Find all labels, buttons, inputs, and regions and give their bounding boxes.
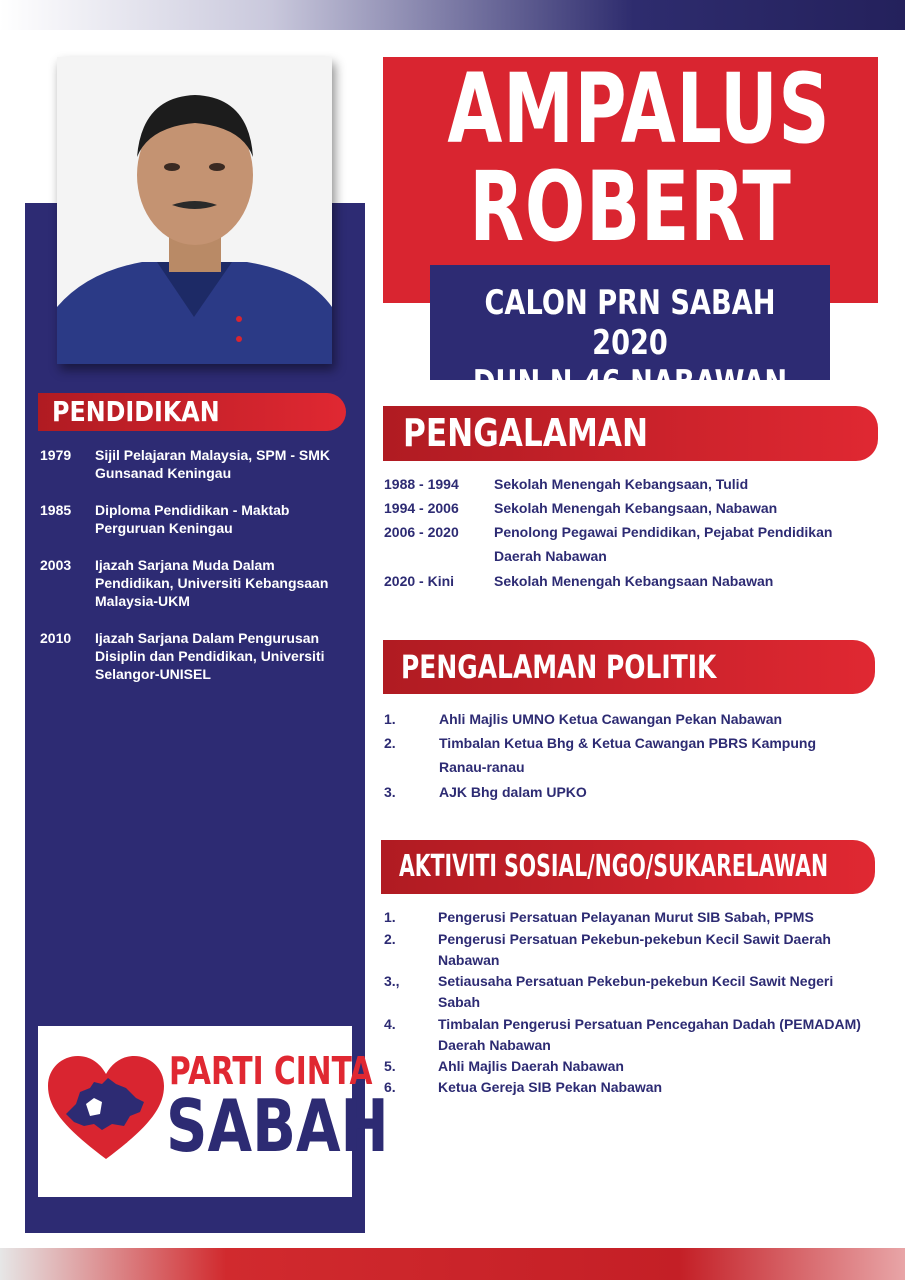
political-text: AJK Bhg dalam UPKO [439, 784, 587, 800]
education-year: 2010 [40, 630, 72, 646]
candidate-name [447, 53, 831, 263]
social-text: Ketua Gereja SIB Pekan Nabawan [438, 1079, 663, 1095]
social-number: 3., [384, 973, 400, 989]
education-text: Sijil Pelajaran Malaysia, SPM - SMK Gunsanad Keningau [95, 447, 330, 481]
experience-period: 1988 - 1994 [384, 476, 459, 492]
political-text: Timbalan Ketua Bhg & Ketua Cawangan PBRS Kampung Ranau-ranau [439, 735, 817, 775]
education-year: 1985 [40, 502, 72, 518]
education-text: Diploma Pendidikan - Maktab Perguruan Keningau [95, 502, 290, 536]
social-number: 4. [384, 1016, 396, 1032]
social-text: Setiausaha Persatuan Pekebun-pekebun Kecil Sawit Negeri Sabah [438, 973, 834, 1010]
experience-text: Sekolah Menengah Kebangsaan, Nabawan [494, 500, 778, 516]
candidate-name-line2: ROBERT [469, 151, 792, 263]
education-heading: PENDIDIKAN [38, 393, 346, 431]
experience-text: Penolong Pegawai Pendidikan, Pejabat Pendidikan Daerah Nabawan [494, 524, 833, 564]
heart-map-icon [46, 1054, 166, 1164]
bottom-gradient-bar [0, 1248, 905, 1280]
candidate-photo [57, 57, 332, 364]
candidate-name-line1: AMPALUS [447, 53, 831, 165]
candidacy-banner [430, 265, 830, 403]
education-year: 2003 [40, 557, 72, 573]
political-number: 3. [384, 784, 396, 800]
experience-period: 2020 - Kini [384, 573, 455, 589]
experience-text: Sekolah Menengah Kebangsaan, Tulid [494, 476, 749, 492]
political-heading: PENGALAMAN POLITIK [383, 640, 875, 694]
logo-text-line2: SABAH [166, 1084, 389, 1168]
experience-text: Sekolah Menengah Kebangsaan Nabawan [494, 573, 774, 589]
top-gradient-bar [0, 0, 905, 30]
social-text: Ahli Majlis Daerah Nabawan [438, 1058, 624, 1074]
candidacy-line1: CALON PRN SABAH 2020 [484, 283, 776, 363]
political-text: Ahli Majlis UMNO Ketua Cawangan Pekan Nabawan [439, 711, 783, 727]
social-number: 2. [384, 931, 396, 947]
education-text: Ijazah Sarjana Muda Dalam Pendidikan, Universiti Kebangsaan Malaysia-UKM [95, 557, 329, 609]
social-number: 5. [384, 1058, 396, 1074]
party-logo [38, 1026, 389, 1197]
education-text: Ijazah Sarjana Dalam Pengurusan Disiplin dan Pendidikan, Universiti Selangor-UNISEL [95, 630, 325, 682]
social-heading: AKTIVITI SOSIAL/NGO/SUKARELAWAN [381, 840, 875, 894]
social-number: 6. [384, 1079, 396, 1095]
logo-text-line1: PARTI CINTA [169, 1049, 373, 1093]
experience-period: 2006 - 2020 [384, 524, 459, 540]
experience-heading: PENGALAMAN [383, 406, 878, 461]
social-number: 1. [384, 909, 396, 925]
social-text: Pengerusi Persatuan Pelayanan Murut SIB Sabah, PPMS [438, 909, 814, 925]
candidacy-line2: DUN N.46 NABAWAN [472, 363, 788, 403]
social-text: Pengerusi Persatuan Pekebun-pekebun Kecil Sawit Daerah Nabawan [438, 931, 831, 968]
experience-period: 1994 - 2006 [384, 500, 459, 516]
political-number: 2. [384, 735, 396, 751]
social-text: Timbalan Pengerusi Persatuan Pencegahan Dadah (PEMADAM) Daerah Nabawan [438, 1016, 861, 1053]
education-year: 1979 [40, 447, 72, 463]
political-number: 1. [384, 711, 396, 727]
